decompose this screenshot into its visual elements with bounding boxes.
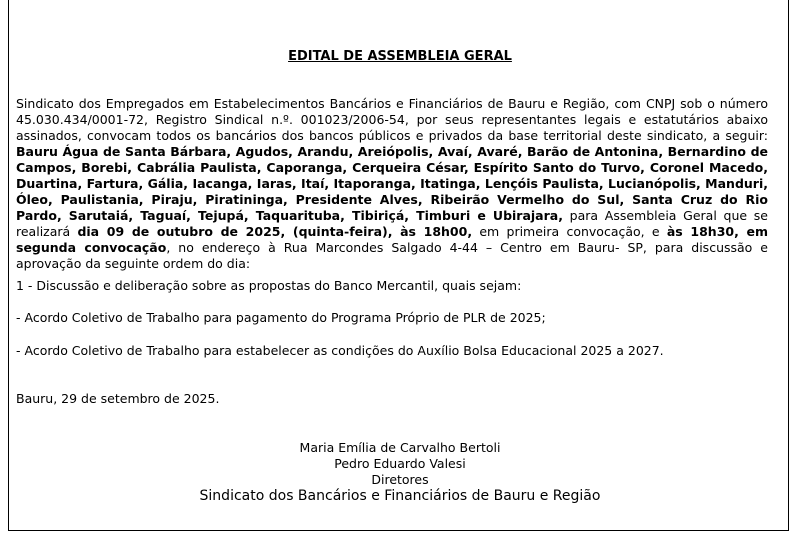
first-call-datetime: dia 09 de outubro de 2025, (quinta-feira), às 18h00,	[77, 224, 473, 239]
paragraph-address: , no endereço à Rua Marcondes Salgado 4-44 – Centro em Bauru- SP, para discussão e aprovação da seguinte ordem do dia:	[16, 240, 768, 271]
document-title: EDITAL DE ASSEMBLEIA GERAL	[288, 49, 512, 64]
place-date: Bauru, 29 de setembro de 2025.	[16, 391, 220, 406]
signatory-name-1: Maria Emília de Carvalho Bertoli	[299, 440, 501, 455]
second-call-time: às 18h30, em segunda convocação	[16, 224, 768, 255]
agenda-item-plr: - Acordo Coletivo de Trabalho para pagamento do Programa Próprio de PLR de 2025;	[16, 310, 546, 325]
convocation-paragraph	[16, 96, 768, 272]
cities-list: Bauru Água de Santa Bárbara, Agudos, Arandu, Areiópolis, Avaí, Avaré, Barão de Antonina, Bernardino de Campos, Borebi, Cabrália Paulista, Caporanga, Cerqueira César, Espírito Santo do Turvo, Coronel Macedo, Duartina, Fartura, Gália, Iacanga, Iaras, Itaí, Itaporanga, Itatinga, Lençóis Paulista, Lucianópolis, Manduri, Óleo, Paulistania, Piraju, Piratininga, Presidente Alves, Ribeirão Vermelho do Sul, Santa Cruz do Rio Pardo, Sarutaiá, Taguaí, Tejupá, Taquarituba, Tibiriçá, Timburi e Ubirajara,	[16, 144, 768, 223]
agenda-item-bolsa: - Acordo Coletivo de Trabalho para estabelecer as condições do Auxílio Bolsa Educacional 2025 a 2027.	[16, 343, 664, 358]
paragraph-assembly: para Assembleia Geral que se realizará	[16, 208, 768, 239]
agenda-item-1: 1 - Discussão e deliberação sobre as propostas do Banco Mercantil, quais sejam:	[16, 278, 522, 293]
paragraph-first-call: em primeira convocação, e	[472, 224, 667, 239]
signatory-name-2: Pedro Eduardo Valesi	[334, 456, 466, 471]
signatory-role: Diretores	[371, 472, 429, 487]
organization-name: Sindicato dos Bancários e Financiários de Bauru e Região	[199, 488, 601, 504]
paragraph-intro: Sindicato dos Empregados em Estabelecimentos Bancários e Financiários de Bauru e Região, com CNPJ sob o número 45.030.434/0001-72, Registro Sindical n.º. 001023/2006-54, por seus representantes legais e estatutários abaixo assinados, convocam todos os bancários dos bancos públicos e privados da base territorial deste sindicato, a seguir:	[16, 96, 768, 143]
